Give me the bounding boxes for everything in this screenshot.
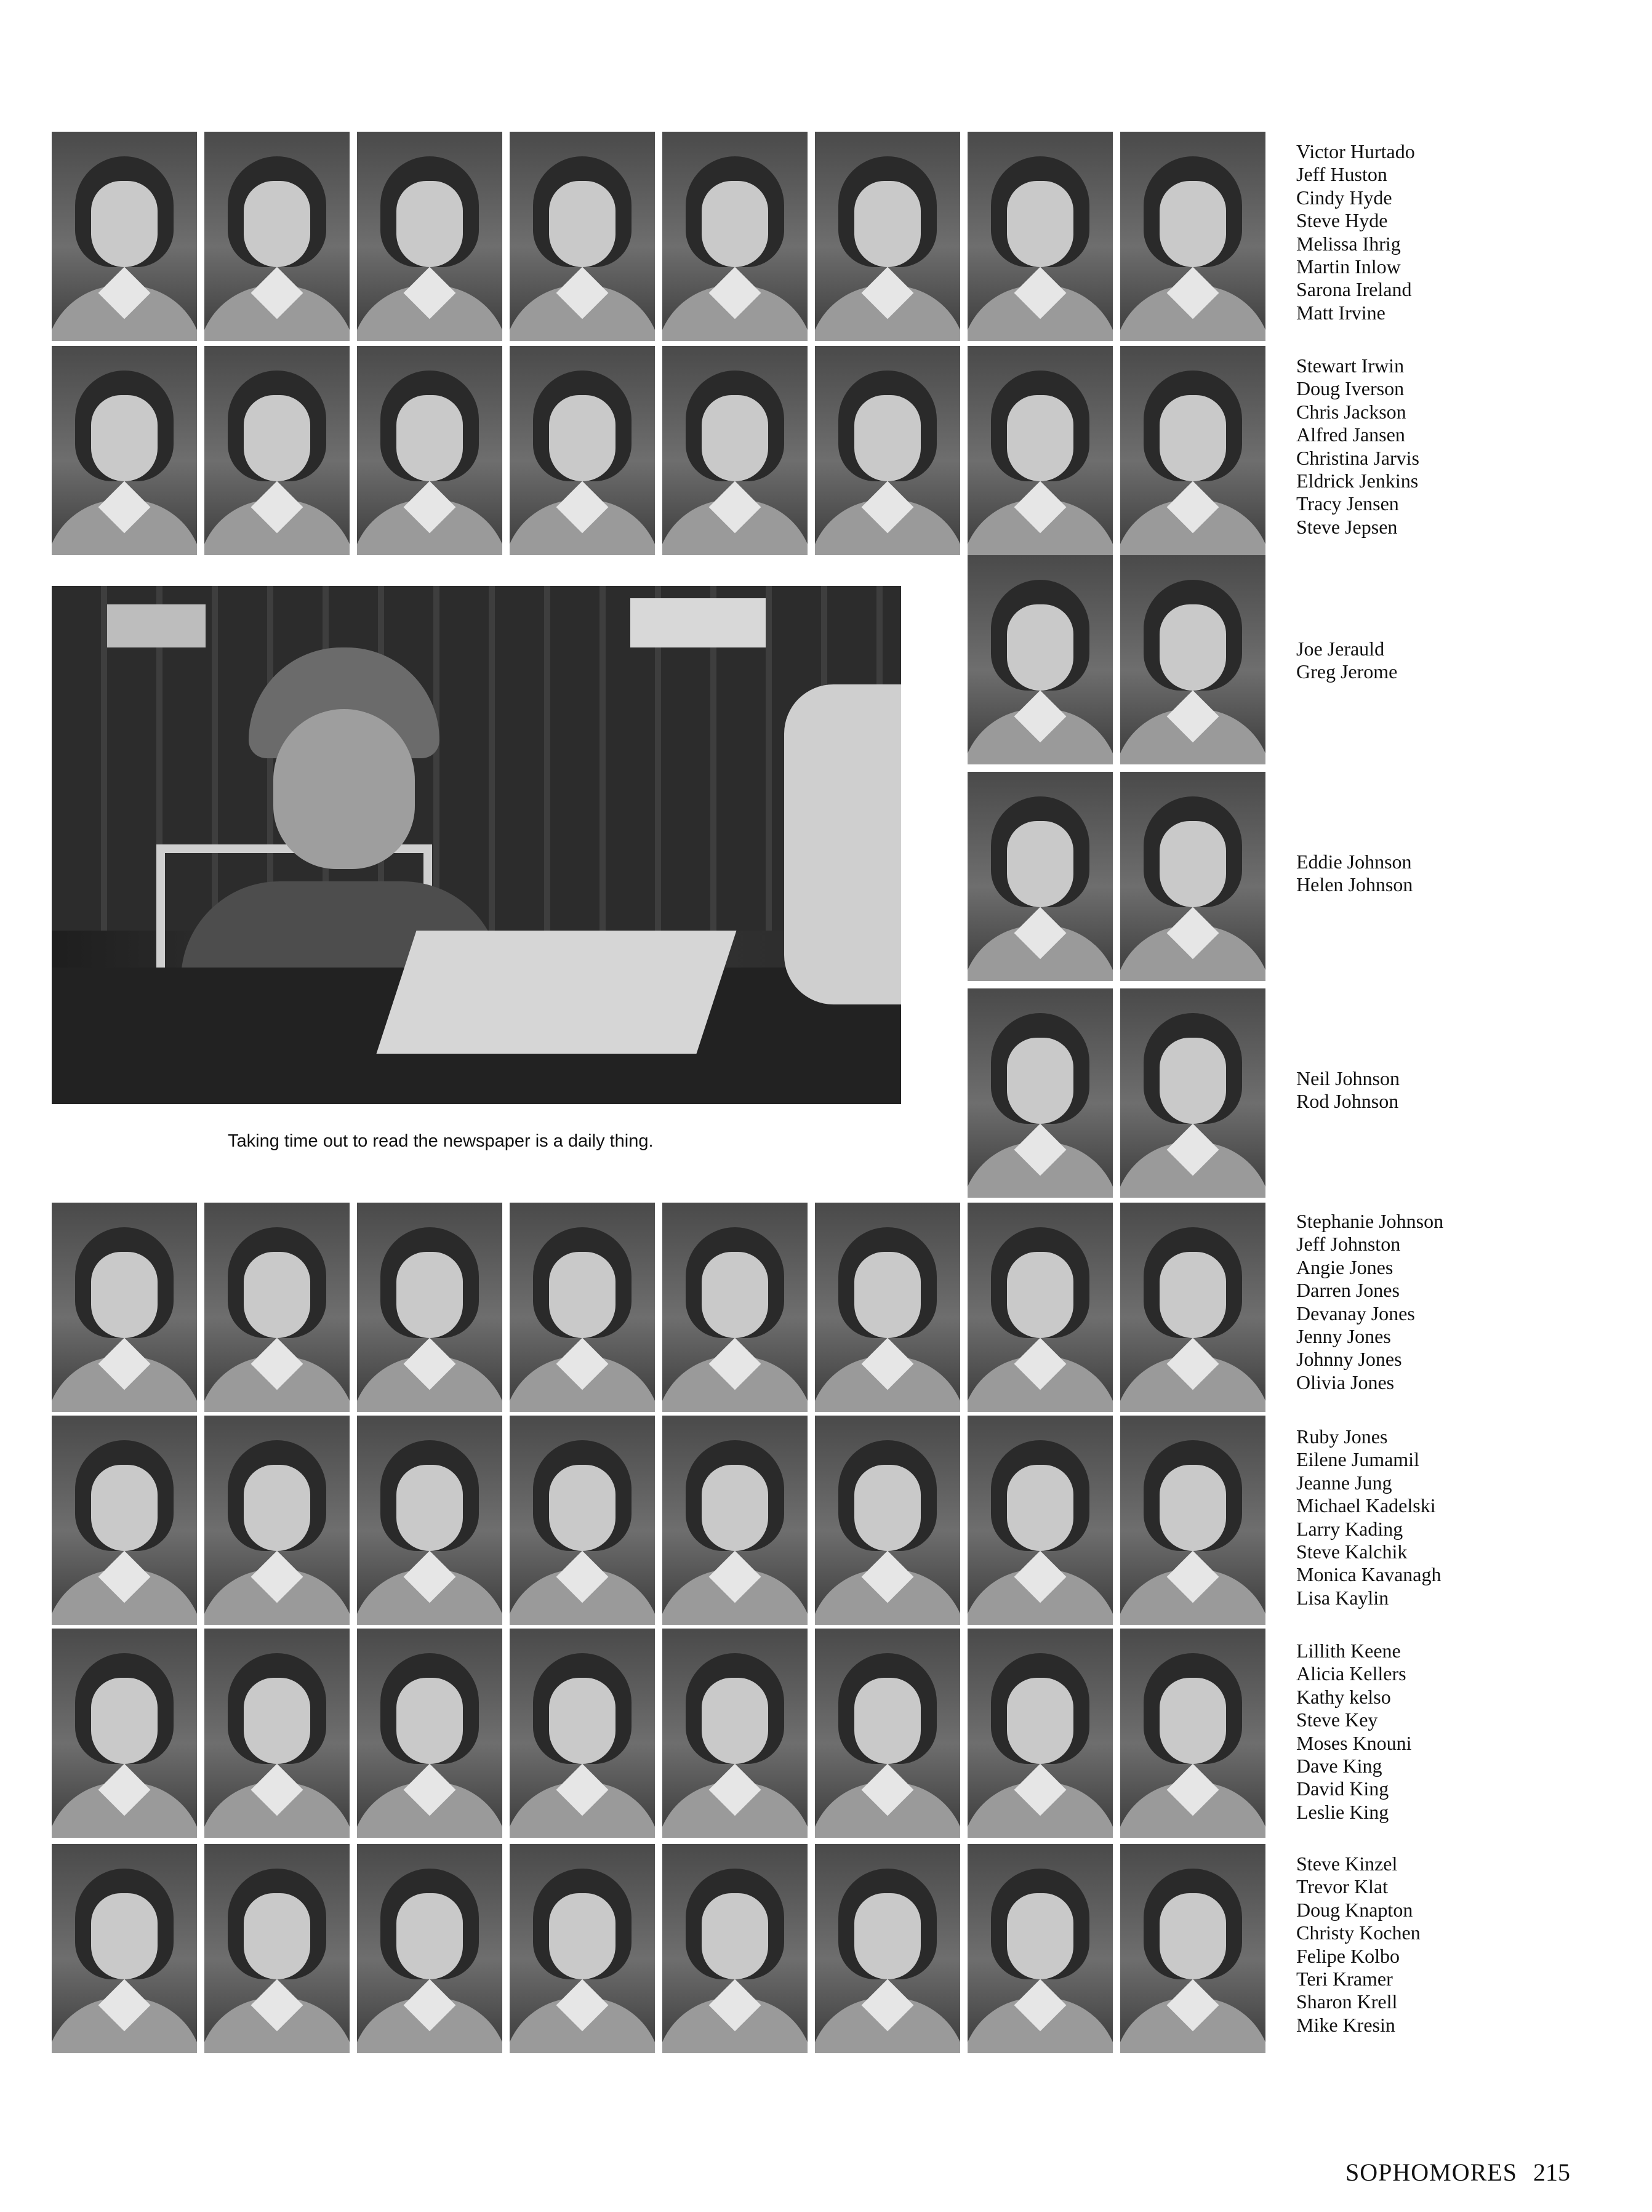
portrait-christina-jarvis <box>662 346 808 555</box>
name-label: Jeanne Jung <box>1296 1471 1392 1494</box>
name-label: Alicia Kellers <box>1296 1662 1406 1685</box>
name-label: Helen Johnson <box>1296 873 1413 896</box>
portrait-steve-kinzel <box>52 1844 197 2053</box>
portrait-trevor-klat <box>204 1844 350 2053</box>
portrait-rod-johnson <box>1120 988 1265 1198</box>
portrait-sharon-krell <box>968 1844 1113 2053</box>
name-label: Cindy Hyde <box>1296 186 1392 209</box>
feature-photo <box>52 586 901 1104</box>
portrait-ruby-jones <box>52 1416 197 1625</box>
portrait-victor-hurtado <box>52 132 197 341</box>
portrait-eilene-jumamil <box>204 1416 350 1625</box>
portrait-kathy-kelso <box>357 1629 502 1838</box>
name-label: Steve Kalchik <box>1296 1540 1408 1563</box>
name-label: David King <box>1296 1777 1389 1800</box>
photo-lamp <box>630 598 766 647</box>
portrait-teri-kramer <box>815 1844 960 2053</box>
portrait-stewart-irwin <box>52 346 197 555</box>
name-label: Dave King <box>1296 1754 1382 1777</box>
portrait-steve-jepsen <box>1120 346 1265 555</box>
portrait-steve-kalchik <box>815 1416 960 1625</box>
name-list-row-9 <box>1296 1853 1481 2037</box>
portrait-dave-king <box>815 1629 960 1838</box>
photo-caption: Taking time out to read the newspaper is a daily thing. <box>228 1131 654 1151</box>
name-label: Doug Iverson <box>1296 377 1405 400</box>
name-list-row-5 <box>1296 1067 1481 1113</box>
portrait-stephanie-johnson <box>52 1203 197 1412</box>
name-label: Christy Kochen <box>1296 1921 1421 1944</box>
name-label: Christina Jarvis <box>1296 446 1419 469</box>
name-label: Steve Jepsen <box>1296 515 1398 538</box>
page-number: 215 <box>1533 2158 1570 2186</box>
portrait-felipe-kolbo <box>662 1844 808 2053</box>
name-label: Rod Johnson <box>1296 1090 1399 1113</box>
photo-student-face <box>273 709 415 869</box>
portrait-greg-jerome <box>1120 555 1265 764</box>
portrait-tracy-jensen <box>968 346 1113 555</box>
portrait-angie-jones <box>357 1203 502 1412</box>
name-label: Jeff Huston <box>1296 163 1387 186</box>
name-label: Kathy kelso <box>1296 1685 1391 1708</box>
name-label: Stephanie Johnson <box>1296 1210 1444 1232</box>
name-label: Eddie Johnson <box>1296 851 1412 873</box>
name-label: Melissa Ihrig <box>1296 232 1401 255</box>
name-label: Michael Kadelski <box>1296 1494 1436 1517</box>
photo-classmate-jacket <box>784 684 901 1004</box>
name-label: Monica Kavanagh <box>1296 1563 1441 1586</box>
name-label: Tracy Jensen <box>1296 492 1399 515</box>
name-label: Joe Jerauld <box>1296 638 1385 660</box>
name-label: Matt Irvine <box>1296 301 1385 324</box>
name-label: Olivia Jones <box>1296 1371 1395 1393</box>
name-label: Doug Knapton <box>1296 1898 1413 1921</box>
portrait-chris-jackson <box>357 346 502 555</box>
portrait-darren-jones <box>510 1203 655 1412</box>
name-label: Steve Key <box>1296 1709 1378 1731</box>
name-label: Greg Jerome <box>1296 660 1398 683</box>
portrait-matt-irvine <box>1120 132 1265 341</box>
name-label: Sarona Ireland <box>1296 278 1412 301</box>
portrait-steve-hyde <box>510 132 655 341</box>
name-label: Johnny Jones <box>1296 1348 1402 1371</box>
name-label: Devanay Jones <box>1296 1302 1415 1324</box>
portrait-larry-kading <box>662 1416 808 1625</box>
name-list-row-8 <box>1296 1640 1481 1824</box>
name-list-row-6 <box>1296 1210 1481 1394</box>
name-label: Larry Kading <box>1296 1517 1403 1540</box>
portrait-olivia-jones <box>1120 1203 1265 1412</box>
name-label: Chris Jackson <box>1296 400 1406 423</box>
portrait-monica-kavanagh <box>968 1416 1113 1625</box>
name-label: Victor Hurtado <box>1296 140 1415 162</box>
portrait-martin-inlow <box>815 132 960 341</box>
portrait-cindy-hyde <box>357 132 502 341</box>
portrait-jeff-huston <box>204 132 350 341</box>
portrait-eldrick-jenkins <box>815 346 960 555</box>
name-label: Leslie King <box>1296 1800 1389 1823</box>
name-label: Lisa Kaylin <box>1296 1586 1389 1609</box>
photo-newspaper <box>377 931 737 1054</box>
portrait-lisa-kaylin <box>1120 1416 1265 1625</box>
name-label: Steve Hyde <box>1296 209 1388 232</box>
name-label: Moses Knouni <box>1296 1731 1412 1754</box>
name-label: Neil Johnson <box>1296 1067 1400 1089</box>
portrait-joe-jerauld <box>968 555 1113 764</box>
portrait-moses-knouni <box>662 1629 808 1838</box>
name-label: Jenny Jones <box>1296 1324 1391 1347</box>
page-footer <box>1345 2158 1570 2187</box>
portrait-alicia-kellers <box>204 1629 350 1838</box>
portrait-mike-kresin <box>1120 1844 1265 2053</box>
name-list-row-4 <box>1296 851 1481 897</box>
portrait-michael-kadelski <box>510 1416 655 1625</box>
portrait-helen-johnson <box>1120 772 1265 981</box>
name-label: Lillith Keene <box>1296 1640 1401 1662</box>
portrait-eddie-johnson <box>968 772 1113 981</box>
name-label: Eldrick Jenkins <box>1296 469 1419 492</box>
portrait-doug-iverson <box>204 346 350 555</box>
portrait-david-king <box>968 1629 1113 1838</box>
name-label: Darren Jones <box>1296 1279 1400 1302</box>
name-label: Steve Kinzel <box>1296 1853 1398 1875</box>
portrait-alfred-jansen <box>510 346 655 555</box>
portrait-doug-knapton <box>357 1844 502 2053</box>
name-label: Eilene Jumamil <box>1296 1448 1419 1471</box>
name-list-row-7 <box>1296 1425 1481 1609</box>
portrait-jeff-johnston <box>204 1203 350 1412</box>
portrait-leslie-king <box>1120 1629 1265 1838</box>
name-label: Sharon Krell <box>1296 1990 1398 2013</box>
portrait-christy-kochen <box>510 1844 655 2053</box>
name-label: Martin Inlow <box>1296 255 1401 278</box>
name-label: Felipe Kolbo <box>1296 1944 1400 1967</box>
photo-window <box>107 604 206 647</box>
portrait-neil-johnson <box>968 988 1113 1198</box>
name-label: Angie Jones <box>1296 1256 1393 1278</box>
name-label: Alfred Jansen <box>1296 423 1405 446</box>
portrait-jeanne-jung <box>357 1416 502 1625</box>
name-list-row-2 <box>1296 355 1481 539</box>
name-list-row-3 <box>1296 638 1481 684</box>
name-list-row-1 <box>1296 140 1481 324</box>
portrait-johnny-jones <box>968 1203 1113 1412</box>
name-label: Teri Kramer <box>1296 1967 1393 1990</box>
portrait-lillith-keene <box>52 1629 197 1838</box>
name-label: Mike Kresin <box>1296 2013 1395 2036</box>
portrait-sarona-ireland <box>968 132 1113 341</box>
portrait-melissa-ihrig <box>662 132 808 341</box>
portrait-jenny-jones <box>815 1203 960 1412</box>
name-label: Trevor Klat <box>1296 1875 1389 1898</box>
portrait-steve-key <box>510 1629 655 1838</box>
name-label: Stewart Irwin <box>1296 355 1405 377</box>
section-title: SOPHOMORES <box>1345 2158 1517 2186</box>
portrait-devanay-jones <box>662 1203 808 1412</box>
name-label: Ruby Jones <box>1296 1425 1388 1448</box>
name-label: Jeff Johnston <box>1296 1233 1401 1256</box>
